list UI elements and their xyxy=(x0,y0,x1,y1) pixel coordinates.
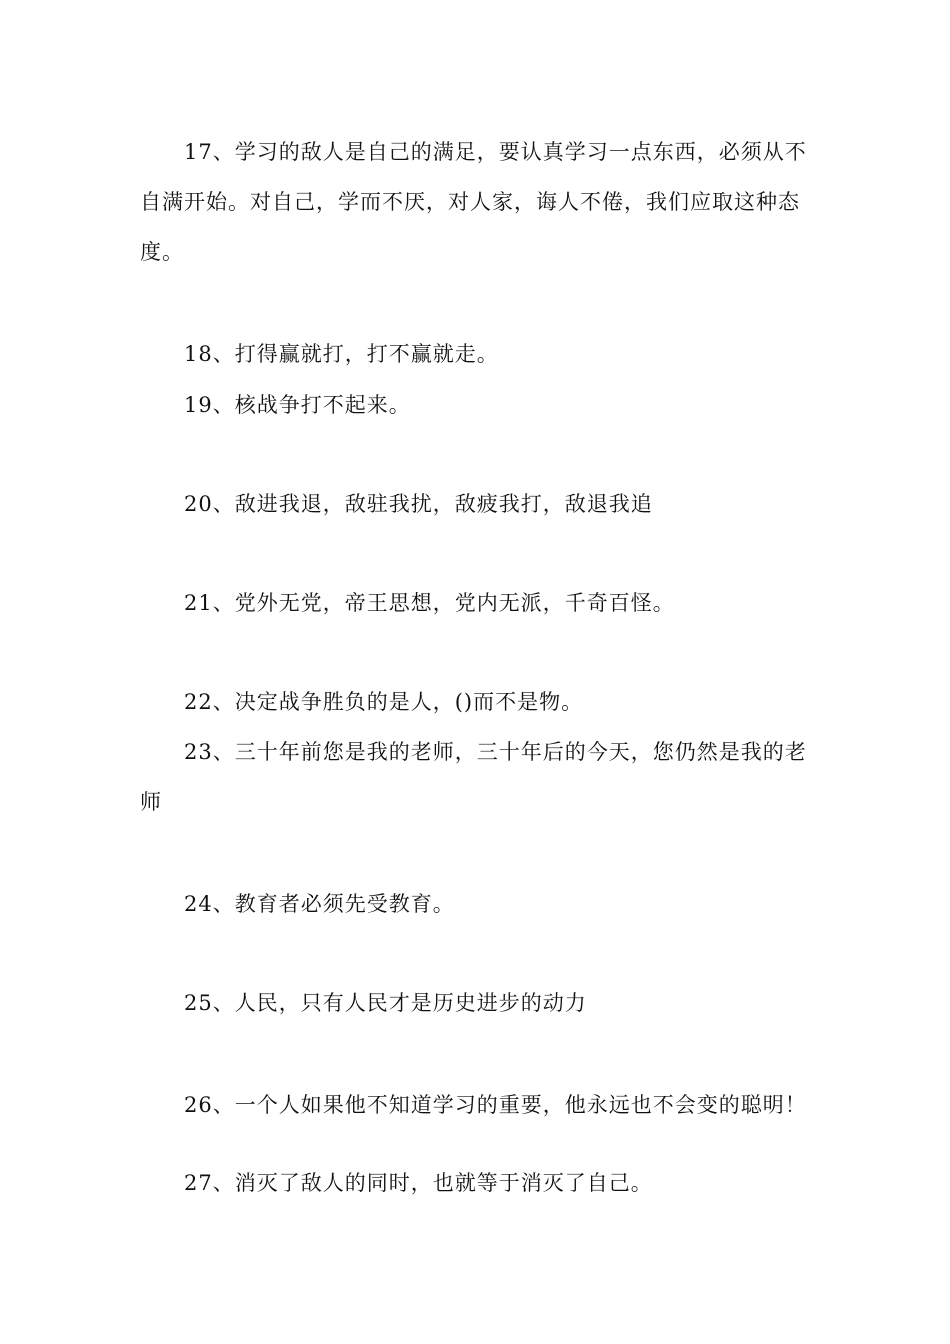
quote-paragraph-25: 25、人民，只有人民才是历史进步的动力 xyxy=(184,991,587,1015)
quote-paragraph-24: 24、教育者必须先受教育。 xyxy=(184,892,455,916)
quote-paragraph-20: 20、敌进我退，敌驻我扰，敌疲我打，敌退我追 xyxy=(184,492,653,516)
quote-paragraph-18: 18、打得赢就打，打不赢就走。 xyxy=(184,342,499,366)
quote-paragraph-26: 26、一个人如果他不知道学习的重要，他永远也不会变的聪明！ xyxy=(184,1093,807,1117)
quote-paragraph-21: 21、党外无党，帝王思想，党内无派，千奇百怪。 xyxy=(184,591,675,615)
quote-paragraph-22: 22、决定战争胜负的是人，()而不是物。 xyxy=(184,690,584,714)
quote-paragraph-17: 17、学习的敌人是自己的满足，要认真学习一点东西，必须从不自满开始。对自己，学而不厌，对人家，诲人不倦，我们应取这种态度。 xyxy=(140,140,807,264)
quote-paragraph-23: 23、三十年前您是我的老师，三十年后的今天，您仍然是我的老师 xyxy=(140,740,807,814)
quote-paragraph-19: 19、核战争打不起来。 xyxy=(184,393,411,417)
quote-paragraph-27: 27、消灭了敌人的同时，也就等于消灭了自己。 xyxy=(184,1171,653,1195)
